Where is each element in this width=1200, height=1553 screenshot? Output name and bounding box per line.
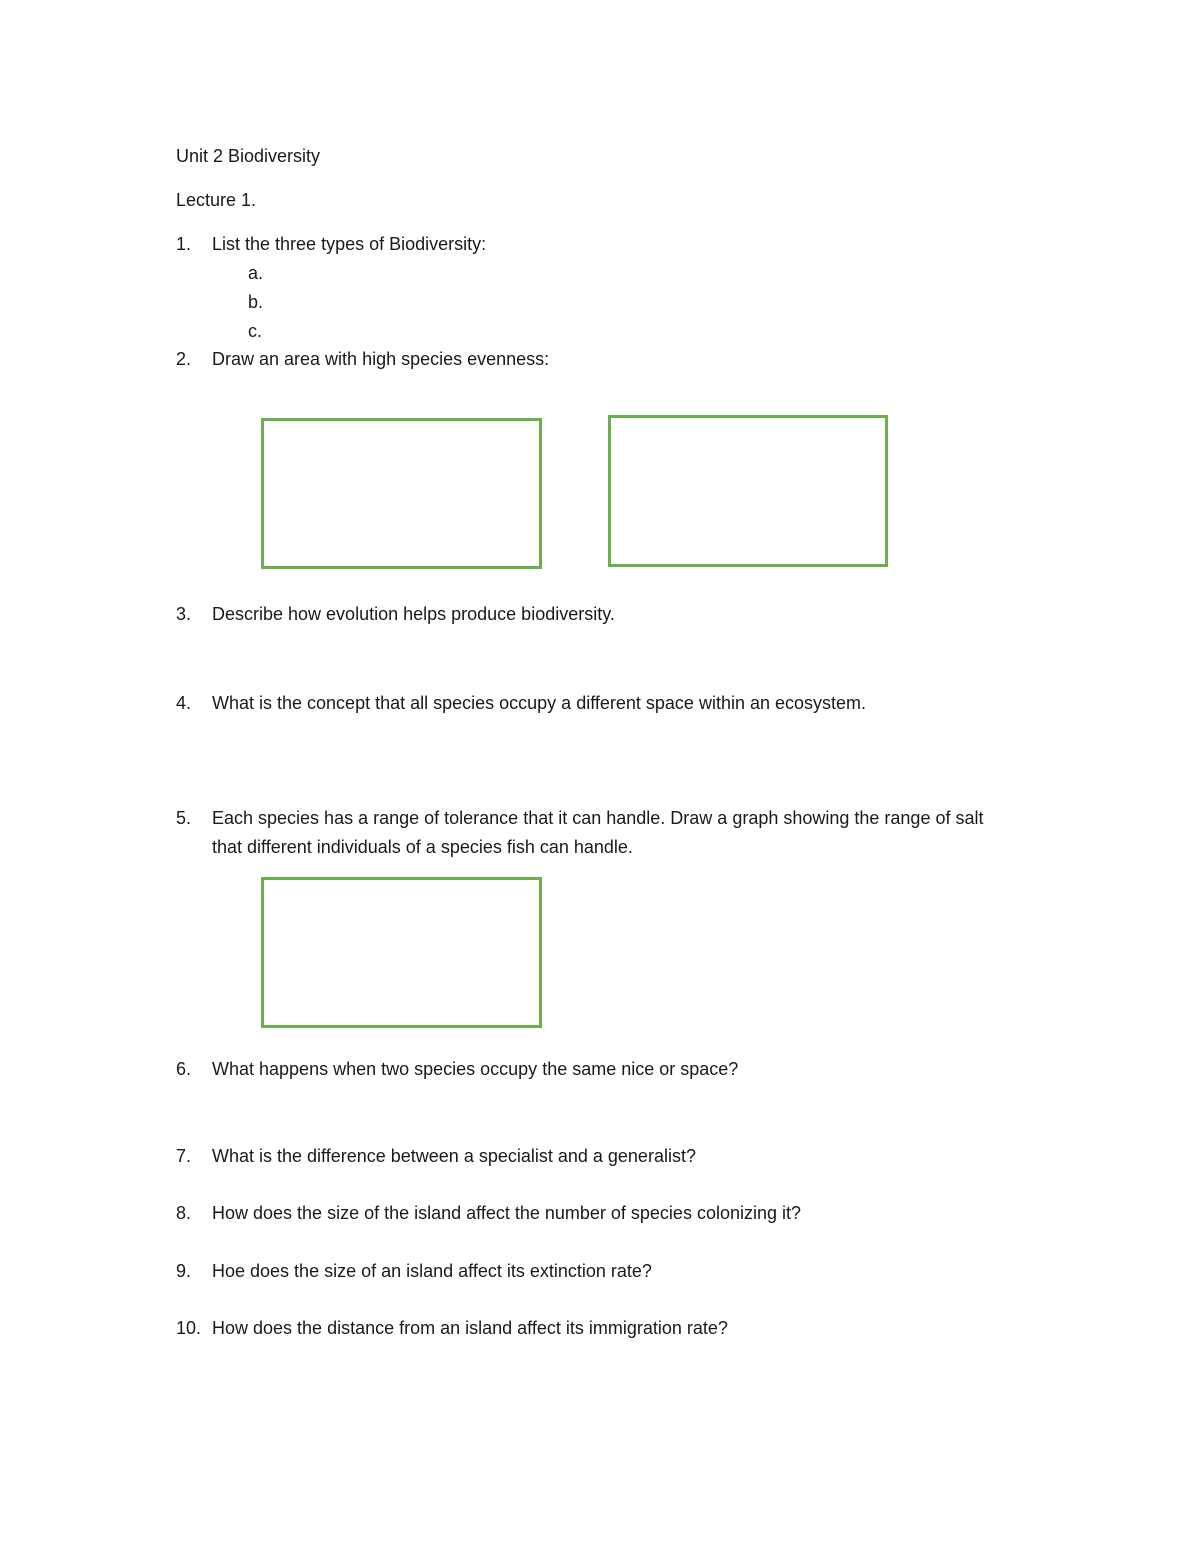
question-10-number: 10.	[176, 1318, 202, 1338]
question-2-number: 2.	[176, 349, 192, 369]
question-1-item-c: c.	[248, 321, 263, 341]
question-9-text: Hoe does the size of an island affect its extinction rate?	[212, 1261, 652, 1281]
question-7-number: 7.	[176, 1146, 192, 1166]
drawing-box-3	[261, 877, 542, 1028]
question-8-number: 8.	[176, 1203, 192, 1223]
question-1-item-b: b.	[248, 292, 264, 312]
question-6-text: What happens when two species occupy the same nice or space?	[212, 1059, 739, 1079]
question-5-text-continued: that different individuals of a species fish can handle.	[212, 837, 633, 857]
document-title: Unit 2 Biodiversity	[176, 146, 321, 166]
drawing-box-1	[261, 418, 542, 569]
question-10-text: How does the distance from an island affect its immigration rate?	[212, 1318, 728, 1338]
question-1-number: 1.	[176, 234, 192, 254]
drawing-box-2	[608, 415, 888, 567]
lecture-heading: Lecture 1.	[176, 190, 257, 210]
question-1-item-a: a.	[248, 263, 264, 283]
question-2-text: Draw an area with high species evenness:	[212, 349, 550, 369]
question-5-number: 5.	[176, 808, 192, 828]
question-4-number: 4.	[176, 693, 192, 713]
question-6-number: 6.	[176, 1059, 192, 1079]
question-7-text: What is the difference between a specialist and a generalist?	[212, 1146, 696, 1166]
question-8-text: How does the size of the island affect the number of species colonizing it?	[212, 1203, 802, 1223]
question-1-text: List the three types of Biodiversity:	[212, 234, 487, 254]
question-5-text: Each species has a range of tolerance that it can handle. Draw a graph showing the range of salt	[212, 808, 984, 828]
question-4-text: What is the concept that all species occupy a different space within an ecosystem.	[212, 693, 867, 713]
question-3-number: 3.	[176, 604, 192, 624]
question-9-number: 9.	[176, 1261, 192, 1281]
question-3-text: Describe how evolution helps produce biodiversity.	[212, 604, 615, 624]
